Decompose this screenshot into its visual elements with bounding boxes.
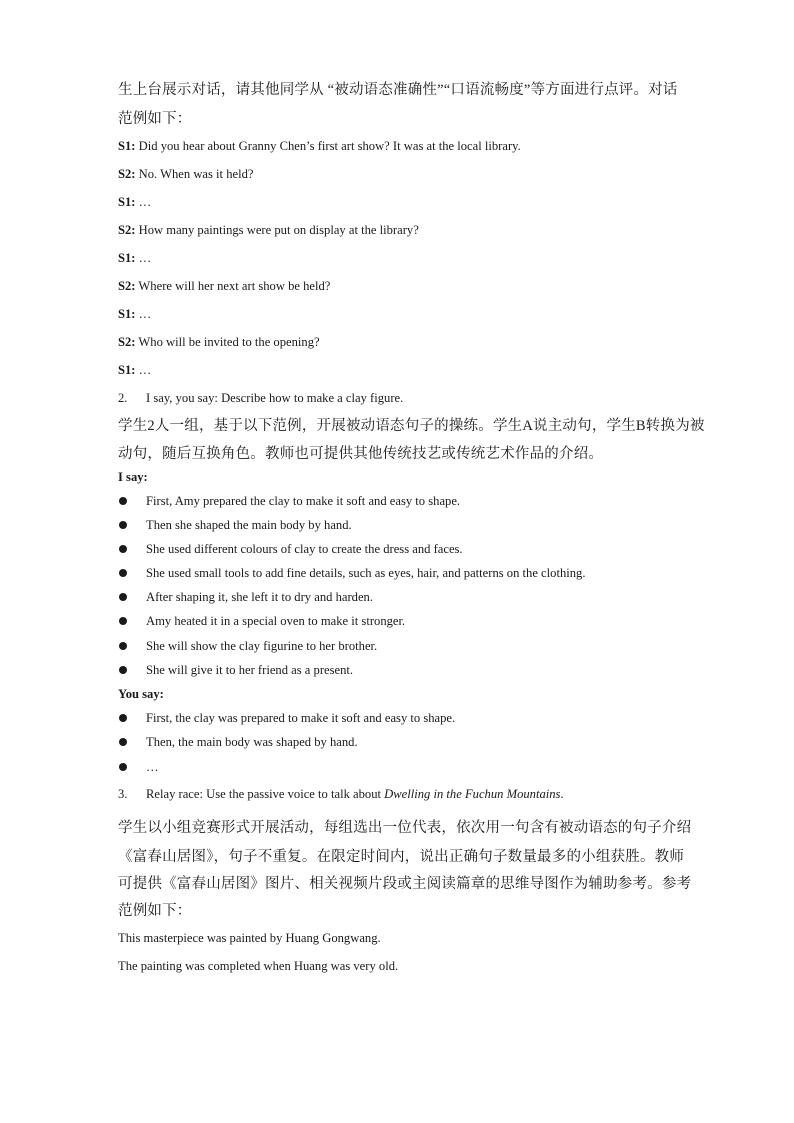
bullet-dot: [119, 617, 127, 625]
dialogue-text: …: [135, 195, 152, 209]
intro-line-1: 生上台展示对话，请其他同学从 “被动语态准确性”“口语流畅度”等方面进行点评。对话: [118, 82, 678, 98]
dialogue-text: Where will her next art show be held?: [135, 279, 331, 293]
i-say-item: Amy heated it in a special oven to make it stronger.: [146, 614, 406, 628]
you-say-item: Then, the main body was shaped by hand.: [146, 735, 358, 749]
i-say-item: First, Amy prepared the clay to make it soft and easy to shape.: [146, 494, 461, 508]
you-say-item: First, the clay was prepared to make it soft and easy to shape.: [146, 711, 456, 725]
dialogue-text: Who will be invited to the opening?: [135, 335, 320, 349]
i-say-item: Then she shaped the main body by hand.: [146, 518, 352, 532]
dialogue-text: How many paintings were put on display at the library?: [135, 223, 419, 237]
section-3-desc-3: 可提供《富春山居图》图片、相关视频片段或主阅读篇章的思维导图作为辅助参考。参考: [118, 876, 692, 892]
section-2-title: I say, you say: Describe how to make a clay figure.: [146, 391, 404, 405]
section-3-desc-4: 范例如下：: [118, 903, 192, 919]
you-say-label: You say:: [118, 687, 164, 701]
section-3-title-italic: Dwelling in the Fuchun Mountains: [384, 787, 561, 801]
bullet-dot: [119, 497, 127, 505]
i-say-item: She used different colours of clay to create the dress and faces.: [146, 542, 463, 556]
dialogue-line: [118, 167, 253, 182]
dialogue-text: …: [135, 363, 152, 377]
section-3-title-plain: Relay race: Use the passive voice to talk about: [146, 787, 385, 801]
bullet-dot: [119, 521, 127, 529]
bullet-dot: [119, 763, 127, 771]
bullet-dot: [119, 593, 127, 601]
section-3-number: 3.: [118, 787, 128, 801]
dialogue-text: …: [135, 251, 152, 265]
section-2-number: 2.: [118, 391, 128, 405]
you-say-item: …: [146, 760, 159, 774]
dialogue-line: [118, 279, 330, 294]
bullet-dot: [119, 714, 127, 722]
i-say-item: She will give it to her friend as a present.: [146, 663, 354, 677]
bullet-dot: [119, 666, 127, 674]
speaker-label: S2:: [118, 335, 136, 349]
bullet-dot: [119, 642, 127, 650]
i-say-item: After shaping it, she left it to dry and harden.: [146, 590, 373, 604]
speaker-label: S1:: [118, 195, 136, 209]
dialogue-text: …: [135, 307, 152, 321]
bullet-dot: [119, 569, 127, 577]
dialogue-line: [118, 251, 151, 266]
speaker-label: S2:: [118, 279, 136, 293]
dialogue-line: [118, 335, 320, 350]
speaker-label: S1:: [118, 251, 136, 265]
dialogue-line: [118, 307, 151, 322]
section-3-title: [146, 787, 564, 802]
i-say-item: She will show the clay figurine to her brother.: [146, 639, 378, 653]
section-3-desc-2: 《富春山居图》，句子不重复。在限定时间内，说出正确句子数量最多的小组获胜。教师: [118, 849, 685, 865]
section-3-example: The painting was completed when Huang was very old.: [118, 959, 399, 973]
i-say-item: She used small tools to add fine details, such as eyes, hair, and patterns on the clothing.: [146, 566, 586, 580]
speaker-label: S1:: [118, 139, 136, 153]
dialogue-text: Did you hear about Granny Chen’s first art show? It was at the local library.: [135, 139, 521, 153]
section-2-desc-1: 学生2人一组，基于以下范例，开展被动语态句子的操练。学生A说主动句，学生B转换为被: [118, 418, 705, 434]
dialogue-line: [118, 195, 151, 210]
dialogue-text: No. When was it held?: [135, 167, 254, 181]
intro-line-2: 范例如下：: [118, 111, 192, 127]
section-3-example: This masterpiece was painted by Huang Gongwang.: [118, 931, 381, 945]
i-say-label: I say:: [118, 470, 148, 484]
dialogue-line: [118, 363, 151, 378]
section-3-title-end: .: [560, 787, 564, 801]
dialogue-line: [118, 139, 521, 154]
speaker-label: S1:: [118, 363, 136, 377]
section-2-desc-2: 动句，随后互换角色。教师也可提供其他传统技艺或传统艺术作品的介绍。: [118, 446, 604, 462]
speaker-label: S1:: [118, 307, 136, 321]
speaker-label: S2:: [118, 223, 136, 237]
bullet-dot: [119, 545, 127, 553]
bullet-dot: [119, 738, 127, 746]
speaker-label: S2:: [118, 167, 136, 181]
dialogue-line: [118, 223, 419, 238]
section-3-desc-1: 学生以小组竞赛形式开展活动，每组选出一位代表，依次用一句含有被动语态的句子介绍: [118, 820, 692, 836]
